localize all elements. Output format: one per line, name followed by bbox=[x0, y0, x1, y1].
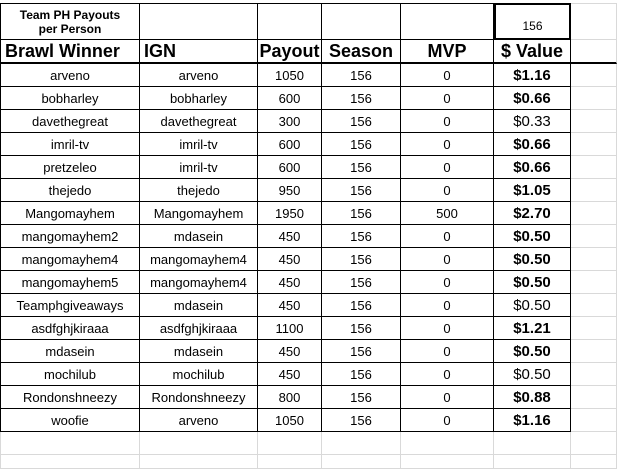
cell-season[interactable]: 156 bbox=[322, 64, 401, 87]
table-row bbox=[0, 64, 617, 87]
cell-brawl-winner[interactable]: mdasein bbox=[0, 340, 140, 363]
cell-mvp[interactable]: 500 bbox=[401, 202, 494, 225]
cell-payout[interactable]: 950 bbox=[258, 179, 322, 202]
cell-mvp[interactable]: 0 bbox=[401, 386, 494, 409]
empty-cell[interactable] bbox=[571, 432, 617, 455]
table-row bbox=[0, 202, 617, 225]
header-payout[interactable]: Payout bbox=[258, 40, 322, 64]
cell-brawl-winner[interactable]: Teamphgiveaways bbox=[0, 294, 140, 317]
cell-ign[interactable]: thejedo bbox=[140, 179, 258, 202]
table-row bbox=[0, 271, 617, 294]
cell-payout[interactable]: 450 bbox=[258, 294, 322, 317]
cell-mvp[interactable]: 0 bbox=[401, 179, 494, 202]
cell-brawl-winner[interactable]: pretzeleo bbox=[0, 156, 140, 179]
cell-payout[interactable]: 1100 bbox=[258, 317, 322, 340]
empty-cell[interactable] bbox=[571, 340, 617, 363]
cell-mvp[interactable]: 0 bbox=[401, 110, 494, 133]
empty-cell[interactable] bbox=[140, 432, 258, 455]
cell-payout[interactable]: 300 bbox=[258, 110, 322, 133]
cell-season[interactable]: 156 bbox=[322, 133, 401, 156]
cell-ign[interactable]: Rondonshneezy bbox=[140, 386, 258, 409]
header-brawl-winner[interactable]: Brawl Winner bbox=[0, 40, 140, 64]
empty-cell[interactable] bbox=[322, 432, 401, 455]
table-row bbox=[0, 294, 617, 317]
empty-cell[interactable] bbox=[571, 248, 617, 271]
cell-payout[interactable]: 600 bbox=[258, 156, 322, 179]
cell-ign[interactable]: mangomayhem4 bbox=[140, 248, 258, 271]
cell-payout[interactable]: 450 bbox=[258, 271, 322, 294]
cell-mvp[interactable]: 0 bbox=[401, 156, 494, 179]
cell-value[interactable]: $1.21 bbox=[494, 317, 571, 340]
cell-payout[interactable]: 450 bbox=[258, 225, 322, 248]
header-mvp[interactable]: MVP bbox=[401, 40, 494, 64]
cell-value[interactable]: $0.66 bbox=[494, 87, 571, 110]
title-row bbox=[0, 3, 617, 40]
cell-value[interactable]: $0.50 bbox=[494, 294, 571, 317]
cell-mvp[interactable]: 0 bbox=[401, 294, 494, 317]
empty-cell[interactable] bbox=[571, 271, 617, 294]
cell-value[interactable]: $0.50 bbox=[494, 248, 571, 271]
cell-ign[interactable]: arveno bbox=[140, 409, 258, 432]
cell-season[interactable]: 156 bbox=[322, 248, 401, 271]
empty-cell[interactable] bbox=[140, 3, 258, 40]
season-value-cell[interactable]: 156 bbox=[494, 3, 571, 40]
empty-cell[interactable] bbox=[258, 432, 322, 455]
cell-ign[interactable]: mdasein bbox=[140, 294, 258, 317]
blank-row bbox=[0, 432, 617, 455]
cell-value[interactable]: $0.50 bbox=[494, 340, 571, 363]
cell-mvp[interactable]: 0 bbox=[401, 409, 494, 432]
cell-brawl-winner[interactable]: davethegreat bbox=[0, 110, 140, 133]
empty-cell[interactable] bbox=[571, 363, 617, 386]
cell-payout[interactable]: 450 bbox=[258, 248, 322, 271]
cell-season[interactable]: 156 bbox=[322, 317, 401, 340]
blank-row bbox=[0, 455, 617, 469]
table-row bbox=[0, 340, 617, 363]
cell-value[interactable]: $1.16 bbox=[494, 409, 571, 432]
cell-mvp[interactable]: 0 bbox=[401, 133, 494, 156]
cell-ign[interactable]: imril-tv bbox=[140, 156, 258, 179]
cell-brawl-winner[interactable]: thejedo bbox=[0, 179, 140, 202]
cell-season[interactable]: 156 bbox=[322, 294, 401, 317]
empty-cell[interactable] bbox=[571, 386, 617, 409]
table-row bbox=[0, 87, 617, 110]
cell-season[interactable]: 156 bbox=[322, 179, 401, 202]
empty-cell[interactable] bbox=[571, 156, 617, 179]
cell-season[interactable]: 156 bbox=[322, 271, 401, 294]
cell-value[interactable]: $0.88 bbox=[494, 386, 571, 409]
cell-brawl-winner[interactable]: mangomayhem2 bbox=[0, 225, 140, 248]
empty-cell[interactable] bbox=[571, 317, 617, 340]
cell-brawl-winner[interactable]: mochilub bbox=[0, 363, 140, 386]
cell-mvp[interactable]: 0 bbox=[401, 87, 494, 110]
empty-cell[interactable] bbox=[258, 455, 322, 469]
cell-season[interactable]: 156 bbox=[322, 409, 401, 432]
table-row bbox=[0, 363, 617, 386]
cell-season[interactable]: 156 bbox=[322, 202, 401, 225]
cell-brawl-winner[interactable]: bobharley bbox=[0, 87, 140, 110]
empty-cell[interactable] bbox=[571, 87, 617, 110]
cell-brawl-winner[interactable]: mangomayhem4 bbox=[0, 248, 140, 271]
cell-season[interactable]: 156 bbox=[322, 386, 401, 409]
cell-mvp[interactable]: 0 bbox=[401, 340, 494, 363]
table-row bbox=[0, 225, 617, 248]
empty-cell[interactable] bbox=[571, 294, 617, 317]
cell-value[interactable]: $0.33 bbox=[494, 110, 571, 133]
cell-season[interactable]: 156 bbox=[322, 156, 401, 179]
empty-cell[interactable] bbox=[494, 455, 571, 469]
empty-cell[interactable] bbox=[571, 3, 617, 40]
empty-cell[interactable] bbox=[0, 455, 140, 469]
cell-season[interactable]: 156 bbox=[322, 110, 401, 133]
cell-brawl-winner[interactable]: Rondonshneezy bbox=[0, 386, 140, 409]
empty-cell[interactable] bbox=[571, 225, 617, 248]
header-ign[interactable]: IGN bbox=[140, 40, 258, 64]
empty-cell[interactable] bbox=[401, 432, 494, 455]
empty-cell[interactable] bbox=[571, 64, 617, 87]
cell-ign[interactable]: Mangomayhem bbox=[140, 202, 258, 225]
cell-ign[interactable]: davethegreat bbox=[140, 110, 258, 133]
cell-season[interactable]: 156 bbox=[322, 87, 401, 110]
cell-payout[interactable]: 1050 bbox=[258, 64, 322, 87]
empty-cell[interactable] bbox=[571, 409, 617, 432]
cell-brawl-winner[interactable]: imril-tv bbox=[0, 133, 140, 156]
cell-brawl-winner[interactable]: Mangomayhem bbox=[0, 202, 140, 225]
empty-cell[interactable] bbox=[571, 202, 617, 225]
cell-ign[interactable]: asdfghjkiraaa bbox=[140, 317, 258, 340]
table-row bbox=[0, 248, 617, 271]
cell-mvp[interactable]: 0 bbox=[401, 271, 494, 294]
empty-cell[interactable] bbox=[140, 455, 258, 469]
empty-cell[interactable] bbox=[322, 455, 401, 469]
table-row bbox=[0, 110, 617, 133]
table-row bbox=[0, 409, 617, 432]
table-row bbox=[0, 317, 617, 340]
cell-season[interactable]: 156 bbox=[322, 363, 401, 386]
title-line-1: Team PH Payouts bbox=[19, 7, 121, 22]
cell-mvp[interactable]: 0 bbox=[401, 363, 494, 386]
cell-ign[interactable]: mdasein bbox=[140, 340, 258, 363]
cell-ign[interactable]: mochilub bbox=[140, 363, 258, 386]
cell-value[interactable]: $0.50 bbox=[494, 363, 571, 386]
cell-payout[interactable]: 450 bbox=[258, 340, 322, 363]
cell-mvp[interactable]: 0 bbox=[401, 248, 494, 271]
cell-payout[interactable]: 1950 bbox=[258, 202, 322, 225]
cell-payout[interactable]: 600 bbox=[258, 87, 322, 110]
cell-value[interactable]: $1.16 bbox=[494, 64, 571, 87]
cell-ign[interactable]: arveno bbox=[140, 64, 258, 87]
cell-value[interactable]: $0.66 bbox=[494, 156, 571, 179]
cell-value[interactable]: $2.70 bbox=[494, 202, 571, 225]
empty-cell[interactable] bbox=[571, 179, 617, 202]
table-row bbox=[0, 156, 617, 179]
cell-value[interactable]: $0.50 bbox=[494, 225, 571, 248]
cell-mvp[interactable]: 0 bbox=[401, 225, 494, 248]
cell-ign[interactable]: mdasein bbox=[140, 225, 258, 248]
table-row bbox=[0, 133, 617, 156]
header-row bbox=[0, 40, 617, 64]
cell-value[interactable]: $0.50 bbox=[494, 271, 571, 294]
cell-value[interactable]: $0.66 bbox=[494, 133, 571, 156]
cell-payout[interactable]: 600 bbox=[258, 133, 322, 156]
cell-brawl-winner[interactable]: woofie bbox=[0, 409, 140, 432]
table-row bbox=[0, 386, 617, 409]
cell-payout[interactable]: 800 bbox=[258, 386, 322, 409]
empty-cell[interactable] bbox=[322, 3, 401, 40]
header-value[interactable]: $ Value bbox=[494, 40, 571, 64]
empty-cell[interactable] bbox=[494, 432, 571, 455]
empty-cell[interactable] bbox=[571, 110, 617, 133]
title-line-2: per Person bbox=[38, 21, 102, 36]
cell-brawl-winner[interactable]: arveno bbox=[0, 64, 140, 87]
cell-payout[interactable]: 450 bbox=[258, 363, 322, 386]
cell-mvp[interactable]: 0 bbox=[401, 317, 494, 340]
cell-brawl-winner[interactable]: mangomayhem5 bbox=[0, 271, 140, 294]
empty-cell[interactable] bbox=[0, 432, 140, 455]
table-row bbox=[0, 179, 617, 202]
title-cell[interactable] bbox=[0, 3, 140, 40]
empty-cell[interactable] bbox=[571, 455, 617, 469]
empty-cell[interactable] bbox=[571, 40, 617, 64]
cell-mvp[interactable]: 0 bbox=[401, 64, 494, 87]
cell-brawl-winner[interactable]: asdfghjkiraaa bbox=[0, 317, 140, 340]
empty-cell[interactable] bbox=[258, 3, 322, 40]
cell-payout[interactable]: 1050 bbox=[258, 409, 322, 432]
empty-cell[interactable] bbox=[401, 3, 494, 40]
cell-ign[interactable]: bobharley bbox=[140, 87, 258, 110]
empty-cell[interactable] bbox=[571, 133, 617, 156]
cell-season[interactable]: 156 bbox=[322, 340, 401, 363]
cell-season[interactable]: 156 bbox=[322, 225, 401, 248]
cell-ign[interactable]: imril-tv bbox=[140, 133, 258, 156]
cell-value[interactable]: $1.05 bbox=[494, 179, 571, 202]
cell-ign[interactable]: mangomayhem4 bbox=[140, 271, 258, 294]
empty-cell[interactable] bbox=[401, 455, 494, 469]
header-season[interactable]: Season bbox=[322, 40, 401, 64]
